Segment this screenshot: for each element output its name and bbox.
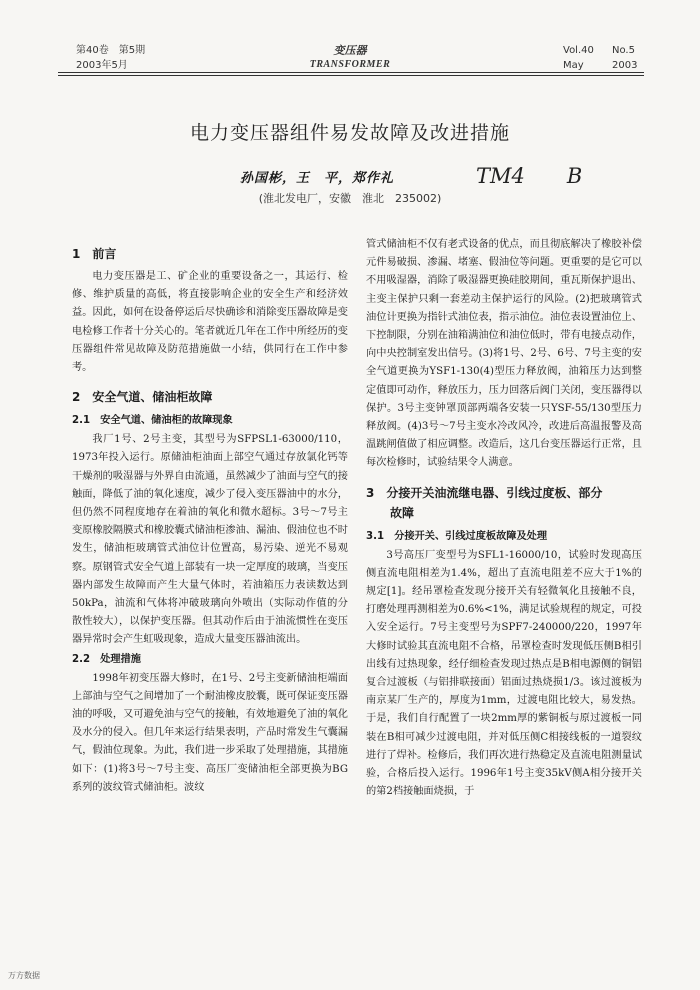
- source-watermark: 万方数据: [8, 971, 40, 980]
- continued-paragraph: 管式储油柜不仅有老式设备的优点，而且彻底解决了橡胶补偿元件易破损、渗漏、堵塞、假油位等问题。更重要的是它可以不用吸湿器，消除了吸湿器更换硅胶期间，重瓦斯保护退出、主变主保护只剩一套差动主保护运行的风险。(2)把玻璃管式油位计更换为指针式油位表，指示油位。油位表设置油位上、下控制限，分别在油箱满油位和油位低时，带有电接点动作，向中央控制室发出信号。(3)将1号、2号、6号、7号主变的安全气道更换为YSF1-130(4)型压力释放阀，油箱压力达到整定值即可动作，释放压力，压力回落后阀门关闭，变压器得以保护。3号主变钟罩顶部两端各安装一只YSF-55/130型压力释放阀。(4)3号～7号主变水冷改风冷，改进后高温报警及高温跳闸值做了相应调整。改造后，这几台变压器运行正常，且每次检修时，试验结果令人满意。: [366, 239, 642, 469]
- right-column: [366, 236, 642, 801]
- section-2-2-heading: 2.2 处理措施: [72, 653, 141, 665]
- header-rule-bottom: [58, 75, 644, 76]
- section-3-1-paragraph: 3号高压厂变型号为SFL1-16000/10，试验时发现高压侧直流电阻相差为1.4%，超出了直流电阻差不应大于1%的规定[1]。经吊罩检查发现分接开关有轻微氧化且接触不良，打磨处理再测相差为0.6%<1%，满足试验规程的规定，可投入安全运行。7号主变型号为SPF7-240000/220，1997年大修时试验其直流电阻不合格，吊罩检查时发现低压侧B相引出线有过热现象，经仔细检查发现过热点是B相电源侧的铜铝复合过渡板（与铝排联接面）铝面过热烧损1/3。该过渡板为南京某厂生产的，厚度为1mm，过渡电阻比较大，易发热。于是，我们自行配置了一块2mm厚的紫铜板与原过渡板一同装在B相可减少过渡电阻，并对低压侧C相接线板的一道裂纹进行了焊补。检修后，我们再次进行热稳定及直流电阻测量试验，合格后投入运行。1996年1号主变35kV侧A相分接开关的第2档接触面烧损，于: [366, 549, 642, 798]
- section-3-heading-line-1: 3 分接开关油流继电器、引线过度板、部分: [366, 485, 603, 500]
- section-3-heading: [366, 483, 642, 523]
- header-rule-top: [58, 72, 644, 73]
- section-3-heading-line-2: 故障: [390, 505, 415, 520]
- journal-name-en: TRANSFORMER: [309, 59, 391, 70]
- date-cn: 2003年5月: [76, 60, 128, 71]
- year-en: 2003: [612, 60, 638, 71]
- volume-en: Vol.40: [563, 45, 594, 56]
- section-2-2-paragraph: 1998年初变压器大修时，在1号、2号主变新储油柜端面上部油与空气之间增加了一个耐油橡皮胶囊，既可保证变压器油的呼吸，又可避免油与空气的接触，有效地避免了油的氧化及水分的侵入。但几年来运行结果表明，产品时常发生气囊漏气，假油位现象。为此，我们进一步采取了处理措施，其措施如下：(1)将3号～7号主变、高压厂变储油柜全部更换为BG系列的波纹管式储油柜。波纹: [72, 672, 348, 793]
- issue-en: No.5: [612, 45, 635, 56]
- article-authors: 孙国彬，王 平，郑作礼: [240, 171, 395, 186]
- left-column: [72, 244, 348, 797]
- section-3-1-heading: 3.1 分接开关、引线过度板故障及处理: [366, 530, 548, 542]
- article-title: 电力变压器组件易发故障及改进措施: [189, 122, 510, 144]
- handwritten-mark: TM4 B: [476, 164, 583, 188]
- month-en: May: [563, 60, 584, 71]
- section-2-1-paragraph: 我厂1号、2号主变，其型号为SFPSL1-63000/110，1973年投入运行。原储油柜油面上部空气通过存放氯化钙等干燥剂的吸湿器与外界自由流通，虽然减少了油面与空气的接触面，降低了油的氧化速度，减少了侵入变压器油中的水分，但仍然不同程度地存在着油的氧化和微水超标。3号～7号主变原橡胶隔膜式和橡胶囊式储油柜渗油、漏油、假油位也不时发生，储油柜玻璃管式油位计位置高，易污染、逆光不易观察。原钢管式安全气道上部装有一块一定厚度的玻璃，当变压器内部发生故障而产生大量气体时，若油箱压力表读数达到50kPa，油流和气体将冲破玻璃向外喷出（实际动作值的分散性较大），以保护变压器。但其动作后由于油流惯性在变压器异常时会产生虹吸现象，造成大量变压器油流出。: [72, 434, 348, 646]
- section-2-heading: 2 安全气道、储油柜故障: [72, 390, 213, 405]
- volume-issue-cn: 第40卷 第5期: [76, 45, 146, 56]
- section-1-paragraph: 电力变压器是工、矿企业的重要设备之一，其运行、检修、维护质量的高低，将直接影响企业的安全生产和经济效益。因此，如何在设备停运后尽快确诊和消除变压器故障是变电检修工作者十分关心的。笔者就近几年在工作中所经历的变压器组件常见故障及防范措施做一小结，供同行在工作中参考。: [72, 271, 348, 374]
- section-1-heading: 1 前言: [72, 247, 117, 261]
- journal-name-cn: 变压器: [333, 44, 367, 57]
- section-2-1-heading: 2.1 安全气道、储油柜的故障现象: [72, 415, 233, 427]
- author-affiliation: (淮北发电厂，安徽 淮北 235002): [258, 192, 442, 205]
